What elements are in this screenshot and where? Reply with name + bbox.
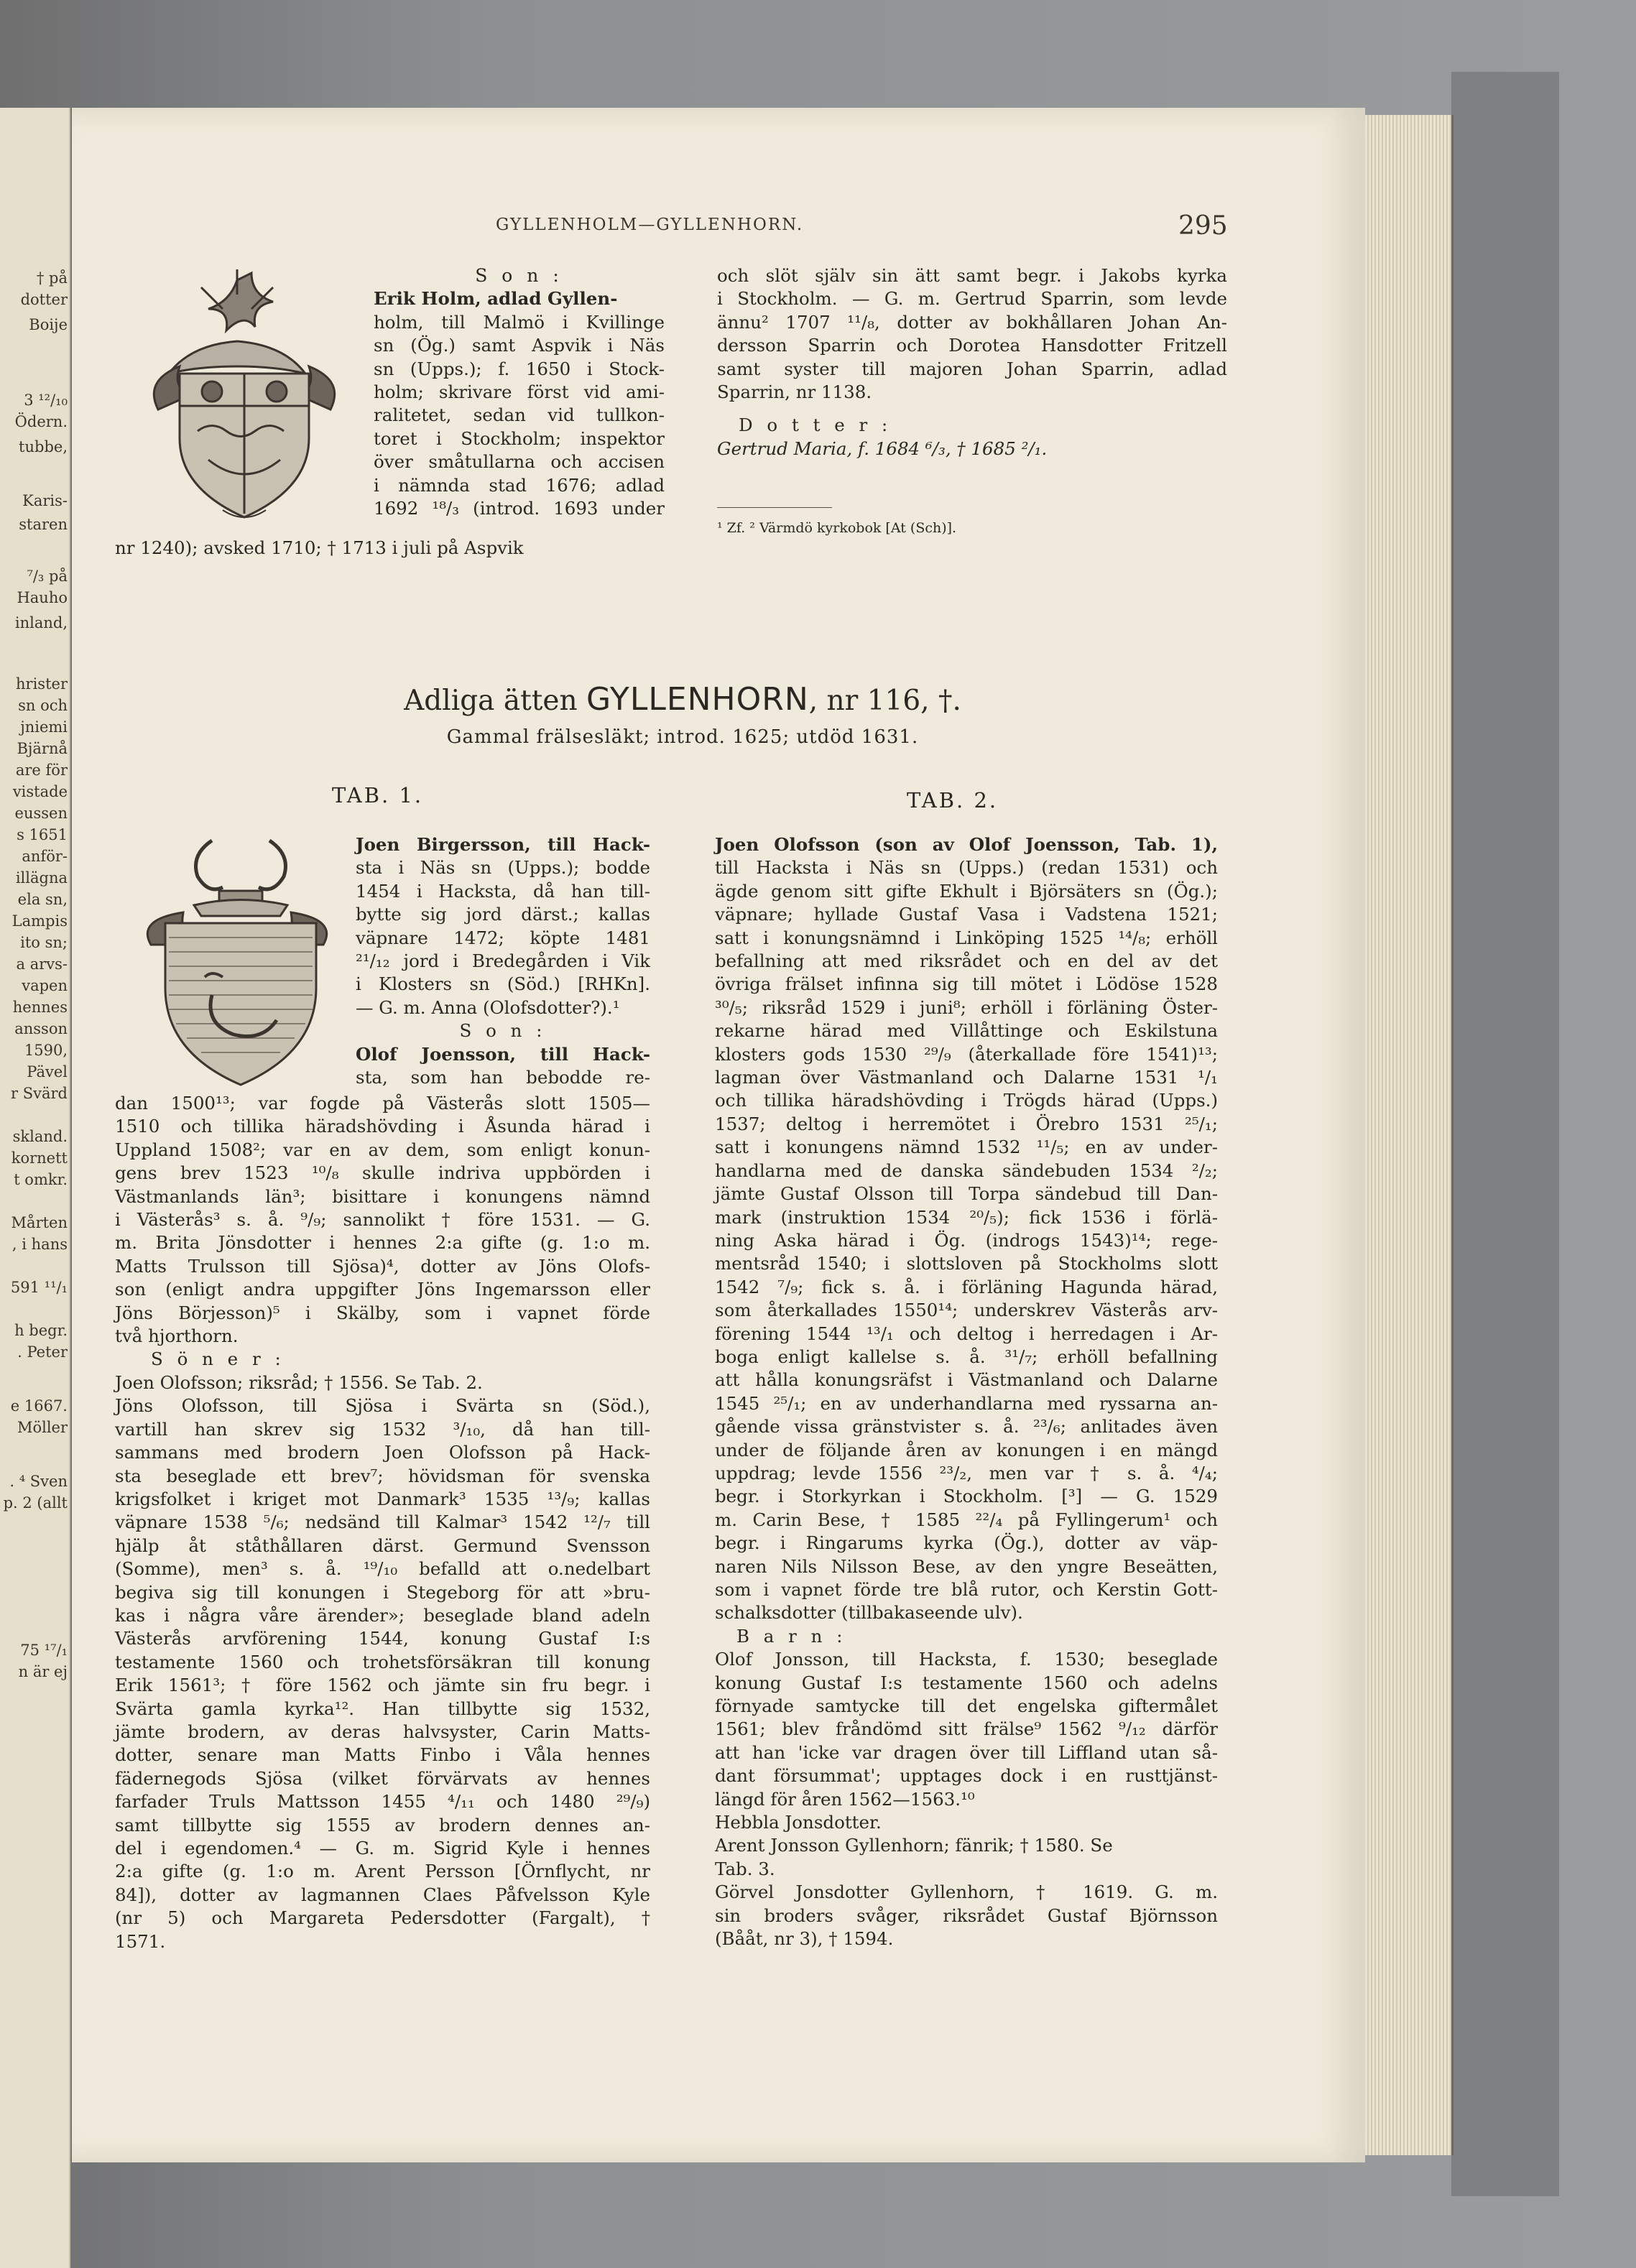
sons-line: vartill han skrev sig 1532 ³/₁₀, då han till- (115, 1418, 650, 1440)
margin-fragment: are för (15, 762, 68, 779)
erik-holm-text (374, 311, 665, 521)
margin-fragment: sn och (18, 697, 68, 714)
child-line: Görvel Jonsdotter Gyllenhorn, † 1619. G. m. (715, 1881, 1218, 1903)
joen-olofsson-text (715, 833, 1218, 1625)
daughter-entry: Gertrud Maria, f. 1684 ⁶/₃, † 1685 ²/₁. (717, 438, 1048, 459)
margin-fragment: dotter (20, 291, 68, 308)
erik-holm-line: i nämnda stad 1676; adlad (374, 474, 665, 496)
book-cover (1451, 72, 1559, 2196)
margin-fragment: Hauho (17, 589, 68, 606)
joen-olofsson-line: satt i konungsnämnd i Linköping 1525 ¹⁴/₈; erhöll (715, 927, 1218, 948)
sparrin-line: dersson Sparrin och Dorotea Hansdotter Fritzell (717, 335, 1227, 356)
child-line: Arent Jonsson Gyllenhorn; fänrik; † 1580. Se (715, 1835, 1113, 1856)
tab2-label: TAB. 2. (907, 788, 999, 813)
margin-fragment: hennes (12, 999, 68, 1016)
olof-joensson-line: Olof Joensson, till Hack- (356, 1043, 650, 1065)
footnote-rule (717, 507, 832, 508)
joen-olofsson-line: 1542 ⁷/₉; fick s. å. i förläning Hagunda härad, (715, 1276, 1218, 1297)
margin-fragment: Möller (17, 1419, 68, 1436)
joen-birgersson-line: väpnare 1472; köpte 1481 (356, 927, 650, 948)
son-label: S o n : (475, 265, 563, 286)
margin-fragment: a arvs- (16, 955, 68, 973)
gyllenholm-coat-of-arms-icon (129, 266, 366, 539)
margin-fragment: ⁷/₃ på (27, 568, 68, 585)
heading-prefix: Adliga ätten (404, 685, 578, 717)
joen-olofsson-line: lagman över Västmanland och Dalarne 1531 ¹/₁ (715, 1067, 1218, 1088)
sons-text (115, 1371, 650, 1953)
margin-fragment: Bjärnå (17, 740, 68, 757)
child-line: att han 'icke var dragen över till Liffland utan så- (715, 1741, 1218, 1763)
olof-body-line: Matts Trulsson till Sjösa)⁴, dotter av Jöns Olofs- (115, 1255, 650, 1277)
joen-birgersson-line: i Klosters sn (Söd.) [RHKn]. (356, 973, 650, 995)
sons-line: hjälp åt ståthållaren därst. Germund Svensson (115, 1535, 650, 1556)
olof-body-line: gens brev 1523 ¹⁰/₈ skulle indriva uppbörden i (115, 1162, 650, 1184)
erik-holm-line: över småtullarna och accisen (374, 451, 665, 473)
margin-fragment: 1590, (24, 1042, 68, 1059)
joen-olofsson-line: rekarne härad med Villåttinge och Eskilstuna (715, 1020, 1218, 1042)
margin-fragment: Karis- (22, 492, 68, 509)
joen-olofsson-line: boga enligt kallelse s. å. ³¹/₇; erhöll befallning (715, 1346, 1218, 1367)
margin-fragment: illägna (15, 869, 68, 887)
gyllenholm-son-block (374, 264, 665, 520)
sons-line: (Somme), men³ s. å. ¹⁹/₁₀ befalld att o.nedelbart (115, 1558, 650, 1580)
child-line: längd för åren 1562—1563.¹⁰ (715, 1788, 975, 1810)
olof-body-line: m. Brita Jönsdotter i hennes 2:a gifte (g. 1:o m. (115, 1232, 650, 1254)
tab1-body (115, 1092, 650, 1953)
olof-body-line: två hjorthorn. (115, 1325, 239, 1347)
joen-olofsson-line: naren Nils Nilsson Bese, av den yngre Beseätten, (715, 1555, 1218, 1577)
joen-olofsson-line: mentsråd 1540; i slottsloven på Stockholms slott (715, 1253, 1218, 1274)
sons-line: 1571. (115, 1930, 166, 1952)
sons-line: Svärta gamla kyrka¹². Han tillbytte sig 1532, (115, 1698, 650, 1719)
margin-fragment: 3 ¹²/₁₀ (24, 392, 68, 409)
joen-olofsson-line: väpnare; hyllade Gustaf Vasa i Vadstena 1521; (715, 904, 1218, 925)
margin-fragment: ito sn; (20, 934, 68, 951)
olof-body-line: 1510 och tillika häradshövding i Åsunda härad i (115, 1116, 650, 1137)
joen-olofsson-line: schalksdotter (tillbakaseende ulv). (715, 1602, 1023, 1624)
margin-fragment: Lampis (11, 912, 68, 930)
child-line: (Bååt, nr 3), † 1594. (715, 1928, 894, 1950)
sons-line: Västerås arvförening 1544, konung Gustaf I:s (115, 1628, 650, 1649)
margin-fragment: ela sn, (17, 891, 68, 908)
margin-fragment: 591 ¹¹/₁ (10, 1279, 68, 1296)
erik-holm-line: toret i Stockholm; inspektor (374, 427, 665, 449)
child-line: 1561; blev fråndömd sitt frälse⁹ 1562 ⁹/₁₂ därför (715, 1718, 1218, 1740)
margin-fragment: skland. (12, 1128, 68, 1145)
sons-line: fädernegods Sjösa (vilket förvärvats av hennes (115, 1767, 650, 1789)
joen-olofsson-line: gående vissa gränstvister s. å. ²³/₆; anlitades även (715, 1416, 1218, 1438)
joen-olofsson-line: mark (instruktion 1534 ²⁰/₅); fick 1536 i förlä- (715, 1206, 1218, 1228)
olof-joensson-body (115, 1092, 650, 1348)
sons-line: (nr 5) och Margareta Pedersdotter (Fargalt), † (115, 1907, 650, 1929)
family-subheading: Gammal frälsesläkt; introd. 1625; utdöd 1631. (446, 726, 919, 748)
joen-birgersson-line: Joen Birgersson, till Hack- (356, 834, 650, 855)
sons-line: testamente 1560 och trohetsförsäkran till konung (115, 1651, 650, 1672)
sparrin-line: Sparrin, nr 1138. (717, 381, 872, 403)
heading-suffix: , nr 116, †. (808, 685, 961, 717)
sparrin-line: och slöt själv sin ätt samt begr. i Jakobs kyrka (717, 265, 1227, 286)
margin-fragment: eussen (14, 805, 68, 822)
olof-joensson-text (356, 1043, 650, 1090)
margin-fragment: vapen (22, 977, 68, 994)
erik-holm-line: ralitetet, sedan vid tullkon- (374, 404, 665, 426)
sons-line: sammans med brodern Joen Olofsson på Hack- (115, 1442, 650, 1463)
margin-fragment: . ⁴ Sven (9, 1473, 68, 1490)
margin-fragment: jniemi (20, 718, 68, 736)
olof-body-line: Uppland 1508²; var en av dem, som enligt konun- (115, 1139, 650, 1160)
sons-line: del i egendomen.⁴ — G. m. Sigrid Kyle i hennes (115, 1838, 650, 1859)
olof-body-line: Jöns Börjesson)⁵ i Skälby, som i vapnet förde (115, 1302, 650, 1323)
joen-olofsson-line: som återkallades 1550¹⁴; underskrev Västerås arv- (715, 1300, 1218, 1321)
olof-body-line: i Västerås³ s. å. ⁹/₉; sannolikt † före 1531. — G. (115, 1209, 650, 1231)
erik-holm-line: holm; skrivare först vid ami- (374, 381, 665, 403)
heading-name: GYLLENHORN (586, 681, 809, 718)
sons-line: samt tillbytte sig 1555 av brodern dennes an- (115, 1814, 650, 1836)
child-line: Olof Jonsson, till Hacksta, f. 1530; beseglade (715, 1649, 1218, 1670)
sons-line: farfader Truls Mattsson 1455 ⁴/₁₁ och 1480 ²⁹/₉) (115, 1791, 650, 1813)
joen-birgersson-line: bytte sig jord därst.; kallas (356, 904, 650, 925)
erik-holm-last-line: nr 1240); avsked 1710; † 1713 i juli på Aspvik (115, 537, 524, 558)
tab1-son-label: S o n : (459, 1020, 547, 1042)
children-label: B a r n : (736, 1625, 847, 1647)
joen-birgersson-line: 1454 i Hacksta, då han till- (356, 880, 650, 902)
margin-fragment: inland, (14, 614, 68, 631)
joen-birgersson-line: sta i Näs sn (Upps.); bodde (356, 857, 650, 879)
margin-fragment: . Peter (17, 1343, 68, 1361)
margin-fragment: † på (36, 269, 68, 287)
margin-fragment: staren (19, 516, 68, 533)
joen-olofsson-line: befallning att med riksrådet och en del av det (715, 950, 1218, 972)
tab1-label: TAB. 1. (332, 783, 424, 807)
margin-fragment: anför- (22, 848, 68, 865)
children-text (715, 1648, 1218, 1950)
sparrin-line: i Stockholm. — G. m. Gertrud Sparrin, som levde (717, 288, 1227, 310)
sons-line: Joen Olofsson; riksråd; † 1556. Se Tab. 2. (115, 1371, 483, 1393)
margin-fragment: e 1667. (10, 1397, 68, 1415)
sons-line: jämte brodern, av deras halvsyster, Carin Matts- (115, 1721, 650, 1742)
margin-fragment: kornett (11, 1149, 68, 1167)
sons-line: 2:a gifte (g. 1:o m. Arent Persson [Örnflycht, nr (115, 1861, 650, 1882)
joen-olofsson-line: 1537; deltog i herremötet i Örebro 1531 ²⁵/₁; (715, 1113, 1218, 1134)
sons-line: Erik 1561³; † före 1562 och jämte sin fru begr. i (115, 1675, 650, 1696)
olof-joensson-line: sta, som han bebodde re- (356, 1067, 650, 1088)
joen-olofsson-line: som i vapnet förde tre blå rutor, och Kerstin Gott- (715, 1579, 1218, 1600)
olof-body-line: Västmanlands län³; bisittare i konungens nämnd (115, 1185, 650, 1207)
erik-holm-line: sn (Upps.); f. 1650 i Stock- (374, 358, 665, 379)
child-line: konung Gustaf I:s testamente 1560 och adelns (715, 1672, 1218, 1693)
joen-olofsson-line: begr. i Ringarums kyrka (Ög.), dotter av väp- (715, 1532, 1218, 1554)
sons-label: S ö n e r : (151, 1348, 285, 1370)
joen-olofsson-line: klosters gods 1530 ²⁹/₉ (återkallade före 1541)¹³; (715, 1043, 1218, 1065)
joen-olofsson-line: satt i konungens nämnd 1532 ¹¹/₅; en av under- (715, 1137, 1218, 1158)
child-line: dant försummat'; upptages dock i en rusttjänst- (715, 1765, 1218, 1787)
margin-fragment: p. 2 (allt (3, 1494, 68, 1512)
sons-line: 84]), dotter av lagmannen Claes Påfvelsson Kyle (115, 1884, 650, 1905)
erik-holm-line: 1692 ¹⁸/₃ (introd. 1693 under (374, 498, 665, 519)
erik-holm-line: sn (Ög.) samt Aspvik i Näs (374, 335, 665, 356)
sons-line: begiva sig till konungen i Stegeborg för att »bru- (115, 1581, 650, 1603)
joen-olofsson-line: ning Aska härad i Ög. (indrogs 1543)¹⁴; rege- (715, 1229, 1218, 1251)
margin-fragment: Pävel (27, 1063, 68, 1080)
joen-olofsson-line: övriga frälset infinna sig till mötet i Lödöse 1528 (715, 973, 1218, 995)
joen-olofsson-line: uppdrag; levde 1556 ²³/₂, men var † s. å. ⁴/₄; (715, 1462, 1218, 1484)
joen-olofsson-line: under de följande åren av konungen i en mängd (715, 1439, 1218, 1461)
tab1-intro (356, 833, 650, 1089)
sons-line: Jöns Olofsson, till Sjösa i Svärta sn (Söd.), (115, 1395, 650, 1417)
joen-olofsson-line: Joen Olofsson (son av Olof Joensson, Tab. 1), (715, 834, 1218, 855)
joen-birgersson-line: ²¹/₁₂ jord i Bredegården i Vik (356, 950, 650, 972)
margin-fragment: h begr. (14, 1322, 68, 1339)
olof-body-line: son (enligt andra uppgifter Jöns Ingemarsson eller (115, 1279, 650, 1300)
margin-fragment: t omkr. (14, 1171, 68, 1188)
running-head: GYLLENHOLM—GYLLENHORN. (496, 216, 804, 234)
child-line: förnyade samtycke till det engelska giftermålet (715, 1695, 1218, 1717)
joen-olofsson-line: handlarna med de danska sändebuden 1534 ²/₂; (715, 1160, 1218, 1181)
margin-fragment: s 1651 (17, 826, 68, 843)
margin-fragment: ansson (14, 1020, 68, 1037)
page-number: 295 (1178, 211, 1228, 241)
child-line: Hebbla Jonsdotter. (715, 1812, 882, 1833)
margin-fragment: 75 ¹⁷/₁ (20, 1642, 68, 1659)
joen-olofsson-line: förening 1544 ¹³/₁ och deltog i herredagen i Ar- (715, 1323, 1218, 1344)
page-edges (1365, 115, 1454, 2155)
margin-fragment: Boije (29, 316, 68, 333)
erik-holm-name: Erik Holm, adlad Gyllen- (374, 288, 618, 310)
joen-olofsson-line: att hålla konungsräfst i Västmanland och Dalarne (715, 1369, 1218, 1391)
joen-olofsson-line: m. Carin Bese, † 1585 ²²/₄ på Fyllingerum¹ och (715, 1509, 1218, 1530)
joen-olofsson-line: ägde genom sitt gifte Ekhult i Björsäters sn (Ög.); (715, 880, 1218, 902)
joen-olofsson-line: 1545 ²⁵/₁; en av underhandlarna med ryssarna an- (715, 1392, 1218, 1414)
margin-fragment: tubbe, (19, 438, 68, 455)
sons-line: sta beseglade ett brev⁷; hövidsman för svenska (115, 1465, 650, 1486)
daughter-label: D o t t e r : (739, 415, 892, 436)
margin-fragment: , i hans (11, 1236, 68, 1253)
margin-fragment: Mårten (11, 1214, 68, 1231)
joen-olofsson-line: ³⁰/₅; riksråd 1529 i juni⁸; erhöll i förläning Öster- (715, 996, 1218, 1018)
joen-olofsson-line: jämte Gustaf Olsson till Torpa sändebud till Dan- (715, 1183, 1218, 1205)
joen-olofsson-line: till Hacksta i Näs sn (Upps.) (redan 1531) och (715, 857, 1218, 879)
child-line: sin broders svåger, riksrådet Gustaf Björnsson (715, 1904, 1218, 1926)
footnote: ¹ Zf. ² Värmdö kyrkobok [At (Sch)]. (717, 520, 957, 536)
joen-birgersson-text (356, 833, 650, 1019)
sons-line: väpnare 1538 ⁵/₆; nedsänd till Kalmar³ 1542 ¹²/₇ till (115, 1512, 650, 1533)
olof-body-line: dan 1500¹³; var fogde på Västerås slott 1505— (115, 1093, 650, 1114)
sons-line: dotter, senare man Matts Finbo i Våla hennes (115, 1744, 650, 1766)
sparrin-text (717, 264, 1227, 404)
erik-holm-line: holm, till Malmö i Kvillinge (374, 311, 665, 333)
sparrin-line: samt syster till majoren Johan Sparrin, adlad (717, 358, 1227, 379)
joen-olofsson-line: och tillika häradshövding i Trögds härad (Upps.) (715, 1090, 1218, 1111)
margin-fragment: r Svärd (11, 1085, 68, 1102)
gyllenholm-continuation (717, 264, 1227, 460)
sons-line: kas i några våre ärender»; beseglade bland adeln (115, 1604, 650, 1626)
margin-fragment: Ödern. (14, 413, 68, 430)
joen-olofsson-line: begr. i Storkyrkan i Stockholm. [³] — G. 1529 (715, 1486, 1218, 1507)
sparrin-line: ännu² 1707 ¹¹/₈, dotter av bokhållaren Johan An- (717, 311, 1227, 333)
sons-line: krigsfolket i kriget mot Danmark³ 1535 ¹³/₉; kallas (115, 1488, 650, 1509)
family-heading (0, 681, 1365, 718)
margin-fragment: n är ej (18, 1663, 68, 1680)
margin-fragment: hrister (16, 675, 68, 693)
joen-birgersson-line: — G. m. Anna (Olofsdotter?).¹ (356, 996, 620, 1018)
margin-fragment: vistade (12, 783, 68, 800)
gyllenhorn-coat-of-arms-icon (126, 830, 348, 1096)
tab2-column (715, 833, 1218, 1951)
child-line: Tab. 3. (715, 1858, 775, 1879)
